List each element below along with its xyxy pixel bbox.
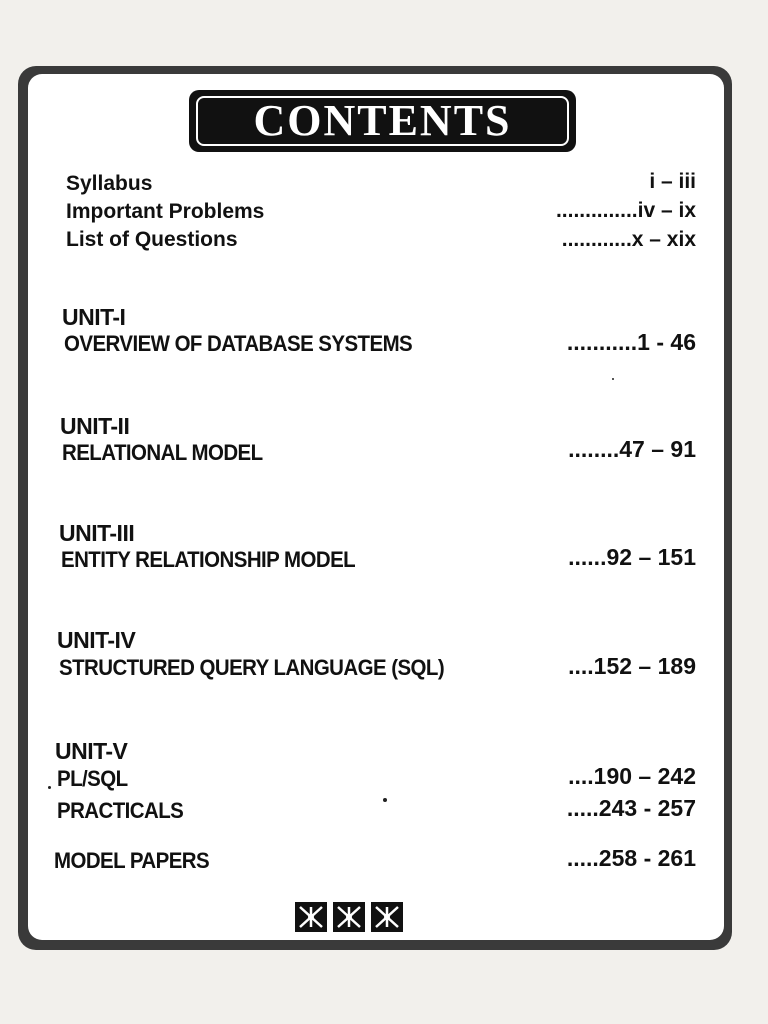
scan-speck <box>383 798 387 802</box>
unit-pages-1: ...........1 - 46 <box>566 329 696 355</box>
unit-heading-2: RELATIONAL MODEL <box>62 440 263 465</box>
model-papers-pages: .....258 - 261 <box>566 845 696 871</box>
unit-pages-5-plsql: ....190 – 242 <box>568 763 696 789</box>
unit-label-1: UNIT-I <box>62 304 126 330</box>
unit-heading-5-plsql: PL/SQL <box>57 766 128 791</box>
model-papers-heading: MODEL PAPERS <box>54 848 210 873</box>
scan-speck <box>612 378 614 380</box>
ornament-icon <box>295 902 327 932</box>
scan-speck <box>48 786 51 789</box>
front-matter-label-list-of-questions: List of Questions <box>66 228 238 251</box>
unit-pages-4: ....152 – 189 <box>568 653 696 679</box>
unit-pages-3: ......92 – 151 <box>568 544 696 570</box>
unit-label-3: UNIT-III <box>59 520 135 546</box>
ornament-row <box>295 902 403 932</box>
front-matter-pages-important-problems: ..............iv – ix <box>555 199 696 222</box>
front-matter-label-important-problems: Important Problems <box>66 200 265 223</box>
contents-title: CONTENTS <box>253 96 512 145</box>
front-matter-label-syllabus: Syllabus <box>66 172 153 195</box>
unit-label-4: UNIT-IV <box>57 627 136 653</box>
unit-label-5: UNIT-V <box>55 738 128 764</box>
unit-heading-5-practicals: PRACTICALS <box>57 798 184 823</box>
unit-heading-1: OVERVIEW OF DATABASE SYSTEMS <box>64 331 413 356</box>
unit-pages-2: ........47 – 91 <box>568 436 696 462</box>
unit-label-2: UNIT-II <box>60 413 130 439</box>
unit-pages-5-practicals: .....243 - 257 <box>566 795 696 821</box>
ornament-icon <box>371 902 403 932</box>
contents-title-border <box>196 96 569 146</box>
ornament-icon <box>333 902 365 932</box>
front-matter-pages-syllabus: i – iii <box>649 170 696 193</box>
unit-heading-4: STRUCTURED QUERY LANGUAGE (SQL) <box>59 655 445 680</box>
front-matter-pages-list-of-questions: ............x – xix <box>561 228 696 251</box>
unit-heading-3: ENTITY RELATIONSHIP MODEL <box>61 547 356 572</box>
